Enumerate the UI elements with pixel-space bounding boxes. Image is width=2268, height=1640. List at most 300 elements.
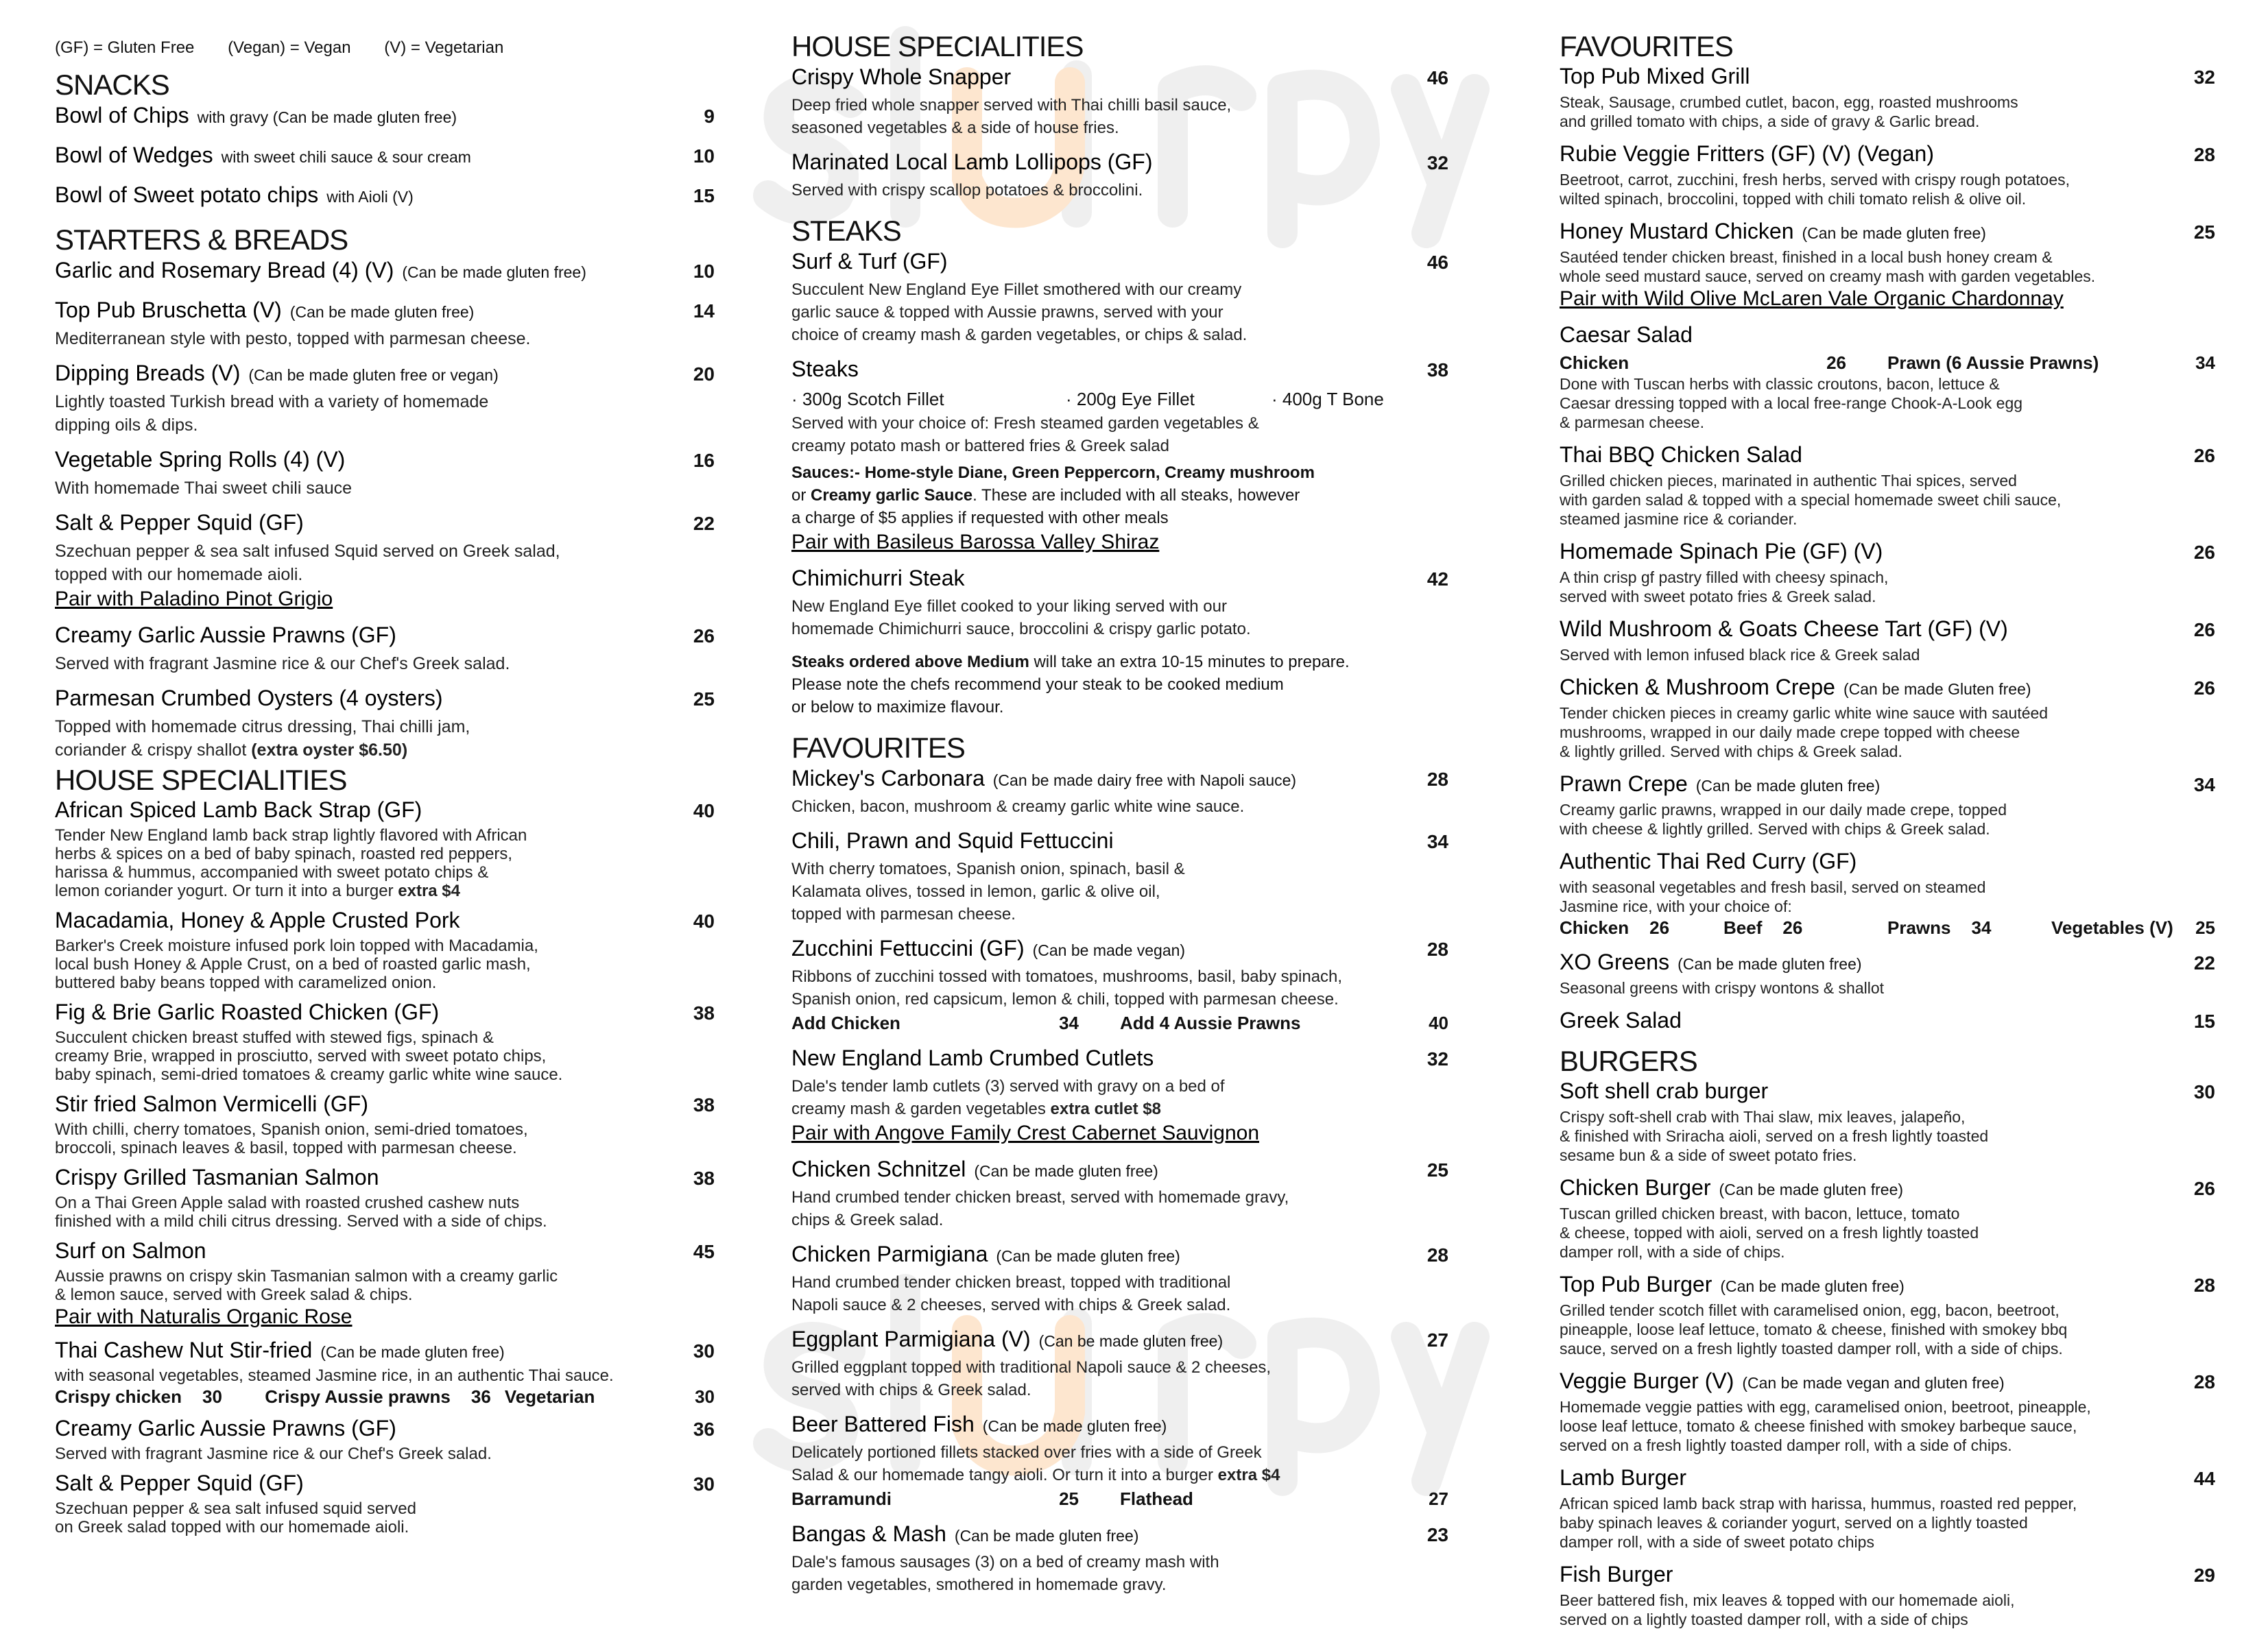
- menu-item: [1560, 675, 2215, 772]
- bold-text: extra $4: [398, 882, 460, 900]
- menu-item-title: [55, 686, 443, 715]
- menu-item-header: [791, 1327, 1448, 1356]
- menu-item-header: [55, 103, 715, 132]
- menu-item-title: [55, 447, 345, 477]
- menu-item-title: [1560, 772, 1880, 800]
- option-choice: [265, 1385, 505, 1408]
- menu-item-description: garden vegetables, smothered in homemade gravy.: [791, 1576, 1167, 1594]
- text-segment: or: [791, 486, 811, 505]
- menu-item-header: [791, 1521, 1448, 1551]
- menu-item: [55, 510, 715, 623]
- menu-item-description: Served with fragrant Jasmine rice & our Chef's Greek salad.: [55, 654, 510, 673]
- menu-item: [55, 182, 715, 222]
- menu-item-price: 28: [1427, 939, 1448, 960]
- menu-item-note: (Can be made gluten free or vegan): [248, 366, 499, 384]
- text-segment: creamy mash & garden vegetables: [791, 1100, 1051, 1118]
- menu-item-header: [791, 1412, 1448, 1441]
- menu-item-note: (Can be made gluten free): [1695, 777, 1881, 795]
- menu-item-description: sesame bun & a side of sweet potato fries.: [1560, 1146, 1857, 1164]
- menu-item-title: [55, 258, 586, 287]
- menu-item-description: Beetroot, carrot, zucchini, fresh herbs, served with crispy rough potatoes,: [1560, 171, 2070, 189]
- menu-item-name: Surf & Turf (GF): [791, 249, 948, 274]
- menu-item: [791, 1521, 1448, 1606]
- menu-item-description: Szechuan pepper & sea salt infused Squid served on Greek salad,: [55, 542, 560, 561]
- menu-item-note: (Can be made gluten free): [982, 1417, 1167, 1435]
- menu-item-name: Eggplant Parmigiana (V): [791, 1327, 1031, 1351]
- option-price: 27: [1429, 1488, 1448, 1509]
- menu-item-header: [791, 149, 1448, 179]
- menu-item-price: 25: [2193, 221, 2215, 243]
- menu-item-name: Lamb Burger: [1560, 1465, 1686, 1490]
- steak-cut-list: [791, 386, 1448, 412]
- option-label: Vegetables (V): [2051, 917, 2173, 938]
- menu-item-description: Lightly toasted Turkish bread with a variety of homemade: [55, 392, 489, 411]
- menu-item: [55, 143, 715, 182]
- menu-item: [1560, 849, 2215, 950]
- menu-item-title: [1560, 323, 1693, 351]
- menu-item-title: [1560, 849, 1857, 878]
- menu-item-title: [791, 766, 1296, 795]
- menu-item-description: chips & Greek salad.: [791, 1211, 944, 1229]
- menu-item: [55, 1092, 715, 1166]
- menu-item-price: 45: [693, 1241, 715, 1262]
- menu-item-name: Rubie Veggie Fritters (GF) (V) (Vegan): [1560, 141, 1934, 166]
- notice-line: [791, 696, 1448, 719]
- menu-item-note: with sweet chili sauce & sour cream: [221, 148, 471, 166]
- menu-item: [1560, 772, 2215, 849]
- option-price: 30: [695, 1386, 715, 1407]
- menu-item-description: baby spinach leaves & coriander yogurt, served on a lightly toasted: [1560, 1514, 2028, 1532]
- menu-item-title: [55, 1092, 368, 1120]
- option-label: Crispy chicken: [55, 1386, 182, 1407]
- menu-item-name: Marinated Local Lamb Lollipops (GF): [791, 149, 1153, 174]
- menu-item: [791, 1157, 1448, 1242]
- menu-item-name: Bangas & Mash: [791, 1521, 946, 1546]
- legend-gluten-free: (GF) = Gluten Free: [55, 38, 195, 57]
- menu-item: [1560, 1079, 2215, 1176]
- menu-item-description: Grilled chicken pieces, marinated in authentic Thai spices, served: [1560, 472, 2017, 490]
- menu-item-name: Homemade Spinach Pie (GF) (V): [1560, 539, 1883, 564]
- menu-item-description: with seasonal vegetables, steamed Jasmine rice, in an authentic Thai sauce.: [55, 1366, 614, 1385]
- menu-section: [55, 762, 715, 1545]
- menu-item-description: Barker's Creek moisture infused pork loin topped with Macadamia,: [55, 937, 538, 955]
- menu-section: [791, 730, 1448, 1606]
- menu-item-note: (Can be made gluten free): [1802, 224, 1986, 242]
- menu-item-title: [1560, 443, 1802, 471]
- menu-item-description: With homemade Thai sweet chili sauce: [55, 479, 353, 498]
- menu-item-price: 40: [693, 911, 715, 932]
- menu-item-title: [791, 828, 1114, 858]
- option-choice: [1723, 916, 1887, 939]
- menu-item-note: (Can be made gluten free): [1720, 1277, 1905, 1295]
- text-segment: lemon coriander yogurt. Or turn it into a burger: [55, 882, 398, 900]
- menu-item: [791, 566, 1448, 651]
- menu-item-description: Beer battered fish, mix leaves & topped with our homemade aioli,: [1560, 1591, 2015, 1609]
- menu-item-title: [55, 182, 414, 212]
- menu-item: [791, 1242, 1448, 1327]
- menu-item-description: Hand crumbed tender chicken breast, served with homemade gravy,: [791, 1188, 1289, 1207]
- menu-item: [1560, 1273, 2215, 1369]
- menu-item-name: Prawn Crepe: [1560, 771, 1688, 796]
- menu-item-name: Chimichurri Steak: [791, 566, 965, 590]
- notice-line: [791, 673, 1448, 696]
- option-label: Prawns: [1887, 917, 1951, 938]
- menu-item-description: creamy Brie, wrapped in prosciutto, served with sweet potato chips,: [55, 1047, 547, 1065]
- menu-item-note: (Can be made gluten free): [954, 1527, 1139, 1545]
- menu-item-note: (Can be made dairy free with Napoli sauce): [992, 771, 1297, 789]
- section-heading: FAVOURITES: [1560, 30, 1733, 62]
- wine-pairing: Pair with Wild Olive McLaren Vale Organic Chardonnay: [1560, 287, 2064, 310]
- option-label: Chicken: [1560, 352, 1630, 373]
- menu-item-name: Bowl of Chips: [55, 103, 189, 128]
- menu-item-header: [55, 510, 715, 540]
- menu-item-price: 10: [693, 145, 715, 167]
- menu-item-header: [791, 1157, 1448, 1186]
- menu-item-price: 26: [2193, 542, 2215, 563]
- menu-item-description: broccoli, spinach leaves & basil, topped with parmesan cheese.: [55, 1139, 517, 1157]
- menu-item-header: [1560, 675, 2215, 703]
- menu-section: [55, 222, 715, 772]
- menu-item-price: 16: [693, 450, 715, 471]
- menu-item-name: Mickey's Carbonara: [791, 766, 985, 791]
- menu-item-header: [55, 447, 715, 477]
- menu-item-description: homemade Chimichurri sauce, broccolini & crispy garlic potato.: [791, 620, 1251, 638]
- menu-item-name: Beer Battered Fish: [791, 1412, 975, 1436]
- menu-item-price: 42: [1427, 568, 1448, 590]
- menu-item-header: [55, 1239, 715, 1267]
- option-choice: [1560, 916, 1723, 939]
- menu-item: [791, 1412, 1448, 1521]
- sauce-line: [791, 484, 1448, 507]
- menu-item-description: Hand crumbed tender chicken breast, topped with traditional: [791, 1273, 1231, 1292]
- menu-item-description: Aussie prawns on crispy skin Tasmanian salmon with a creamy garlic: [55, 1267, 558, 1286]
- menu-item-name: XO Greens: [1560, 950, 1670, 974]
- menu-item-price: 25: [1427, 1159, 1448, 1181]
- menu-item: [55, 1416, 715, 1471]
- steak-cut-label: 300g Scotch Fillet: [802, 389, 944, 409]
- menu-item: [791, 1327, 1448, 1412]
- menu-item-title: [55, 1239, 206, 1267]
- menu-item-note: with gravy (Can be made gluten free): [197, 108, 457, 126]
- menu-item-name: Authentic Thai Red Curry (GF): [1560, 849, 1857, 873]
- menu-item-note: (Can be made gluten free): [974, 1162, 1158, 1180]
- menu-item-title: [55, 103, 457, 132]
- menu-item-title: [55, 510, 304, 540]
- menu-item-price: 14: [693, 300, 715, 322]
- notice-line: [791, 651, 1448, 673]
- menu-item-name: Honey Mustard Chicken: [1560, 219, 1794, 243]
- menu-item-description: seasoned vegetables & a side of house fries.: [791, 119, 1119, 137]
- menu-item-description: On a Thai Green Apple salad with roasted crushed cashew nuts: [55, 1194, 520, 1212]
- menu-item-price: 15: [693, 185, 715, 206]
- sauce-line: [791, 461, 1448, 484]
- menu-item: [791, 249, 1448, 357]
- menu-item-description: [791, 1098, 1448, 1120]
- menu-item: [1560, 1009, 2215, 1048]
- menu-item-title: [55, 1338, 505, 1366]
- bold-text: Sauces:- Home-style Diane, Green Peppercorn, Creamy mushroom: [791, 463, 1315, 482]
- menu-item-note: (Can be made gluten free): [289, 303, 475, 321]
- option-label: Chicken: [1560, 917, 1630, 938]
- menu-item: [55, 798, 715, 908]
- steak-cooking-notice: [791, 651, 1448, 729]
- menu-item-price: 9: [704, 106, 715, 127]
- menu-item-title: [1560, 1369, 2005, 1397]
- menu-item-name: Thai BBQ Chicken Salad: [1560, 442, 1802, 467]
- menu-item: [55, 686, 715, 772]
- option-row: [1560, 351, 2215, 374]
- steak-cut-label: 200g Eye Fillet: [1076, 389, 1195, 409]
- menu-item-description: Caesar dressing topped with a local free-range Chook-A-Look egg: [1560, 394, 2023, 412]
- menu-item-description: wilted spinach, broccolini, topped with chili tomato relish & olive oil.: [1560, 190, 2027, 208]
- menu-item-name: Fig & Brie Garlic Roasted Chicken (GF): [55, 1000, 440, 1024]
- menu-item-price: 25: [693, 688, 715, 710]
- bold-text: (extra oyster $6.50): [251, 740, 408, 760]
- option-price: 26: [1782, 917, 1803, 938]
- menu-item-description: dipping oils & dips.: [55, 415, 198, 435]
- menu-item-description: With cherry tomatoes, Spanish onion, spinach, basil &: [791, 860, 1185, 878]
- menu-item-header: [1560, 1009, 2215, 1037]
- menu-item-name: Top Pub Burger: [1560, 1272, 1712, 1297]
- menu-item-price: 34: [1427, 831, 1448, 852]
- wine-pairing: Pair with Angove Family Crest Cabernet Sauvignon: [791, 1122, 1260, 1144]
- menu-item-description: damper roll, with a side of chips.: [1560, 1243, 1785, 1261]
- menu-column-left: [55, 38, 715, 1545]
- menu-item-description: Dale's famous sausages (3) on a bed of creamy mash with: [791, 1553, 1219, 1571]
- menu-item-name: Bowl of Sweet potato chips: [55, 182, 319, 207]
- menu-item-description: buttered baby beans topped with caramelized onion.: [55, 974, 437, 992]
- option-price: 34: [2195, 352, 2215, 373]
- menu-item-title: [55, 1416, 396, 1445]
- menu-item-description: loose leaf lettuce, tomato & cheese finished with smokey barbeque sauce,: [1560, 1417, 2077, 1435]
- menu-item-title: [1560, 1273, 1905, 1301]
- menu-item-name: Chicken Schnitzel: [791, 1157, 966, 1181]
- menu-item-note: (Can be made vegan): [1032, 941, 1186, 959]
- menu-item-description: served with sweet potato fries & Greek salad.: [1560, 588, 1876, 605]
- menu-item-header: [791, 357, 1448, 386]
- text-segment: Please note the chefs recommend your steak to be cooked medium: [791, 675, 1284, 694]
- menu-item: [791, 936, 1448, 1046]
- menu-item-title: [1560, 1466, 1686, 1494]
- menu-item-note: (Can be made Gluten free): [1843, 680, 2031, 698]
- menu-item-title: [791, 1242, 1180, 1271]
- legend-vegetarian: (V) = Vegetarian: [384, 38, 504, 57]
- menu-item-header: [1560, 849, 2215, 878]
- menu-item: [791, 766, 1448, 828]
- menu-item-title: [1560, 675, 2031, 703]
- menu-item-header: [1560, 1563, 2215, 1591]
- menu-item-price: 22: [693, 513, 715, 534]
- menu-item: [1560, 1466, 2215, 1563]
- menu-item-description: Jasmine rice, with your choice of:: [1560, 897, 1792, 915]
- menu-item-description: Succulent New England Eye Fillet smothered with our creamy: [791, 280, 1242, 299]
- menu-item-description: topped with parmesan cheese.: [791, 905, 1016, 924]
- menu-item-description: [55, 882, 715, 900]
- menu-item-title: [791, 936, 1185, 965]
- wine-pairing: Pair with Naturalis Organic Rose: [55, 1305, 353, 1328]
- menu-item-name: African Spiced Lamb Back Strap (GF): [55, 797, 422, 822]
- menu-item-header: [1560, 1369, 2215, 1397]
- menu-item-title: [791, 1327, 1223, 1356]
- option-choice: [1120, 1486, 1448, 1511]
- text-segment: Salad & our homemade tangy aioli. Or turn it into a burger: [791, 1466, 1218, 1484]
- menu-item-description: Topped with homemade citrus dressing, Thai chilli jam,: [55, 717, 470, 736]
- option-row: [1560, 916, 2215, 939]
- option-price: 26: [1649, 917, 1670, 938]
- menu-item-description: finished with a mild chili citrus dressing. Served with a side of chips.: [55, 1212, 547, 1231]
- menu-item-name: Surf on Salmon: [55, 1238, 206, 1263]
- menu-item-price: 28: [1427, 769, 1448, 790]
- option-choice: [1560, 351, 1887, 374]
- menu-item-header: [791, 1242, 1448, 1271]
- menu-item-description: Spanish onion, red capsicum, lemon & chili, topped with parmesan cheese.: [791, 990, 1339, 1009]
- section-heading: BURGERS: [1560, 1045, 1697, 1077]
- menu-item-header: [1560, 142, 2215, 170]
- menu-item-price: 38: [1427, 359, 1448, 381]
- menu-item-header: [55, 686, 715, 715]
- option-price: 40: [1429, 1013, 1448, 1033]
- sauce-line: [791, 507, 1448, 529]
- legend-vegan: (Vegan) = Vegan: [228, 38, 351, 57]
- menu-item-description: Creamy garlic prawns, wrapped in our daily made crepe, topped: [1560, 801, 2007, 819]
- menu-item-name: New England Lamb Crumbed Cutlets: [791, 1046, 1154, 1070]
- menu-item-header: [55, 182, 715, 212]
- menu-item-price: 29: [2193, 1565, 2215, 1586]
- menu-item-description: Delicately portioned fillets stacked over fries with a side of Greek: [791, 1443, 1262, 1462]
- menu-item-description: served on a fresh lightly toasted damper roll, with a side of chips.: [1560, 1436, 2012, 1454]
- menu-item-header: [55, 1338, 715, 1366]
- menu-item-description: Served with lemon infused black rice & Greek salad: [1560, 646, 1920, 664]
- menu-item-name: Top Pub Mixed Grill: [1560, 64, 1750, 88]
- menu-item: [791, 149, 1448, 212]
- menu-item-name: Top Pub Bruschetta (V): [55, 298, 282, 322]
- menu-item: [1560, 1176, 2215, 1273]
- option-choice: [1887, 916, 2051, 939]
- menu-item-title: [1560, 64, 1750, 93]
- menu-item-note: (Can be made gluten free): [1678, 955, 1862, 973]
- menu-item-title: [55, 1166, 379, 1194]
- menu-item-description: Served with fragrant Jasmine rice & our Chef's Greek salad.: [55, 1445, 492, 1463]
- menu-item-title: [1560, 1563, 1673, 1591]
- menu-item-description: with garden salad & topped with a special homemade sweet chili sauce,: [1560, 491, 2062, 509]
- menu-item-price: 44: [2193, 1468, 2215, 1489]
- menu-section: [791, 213, 1448, 729]
- menu-item-title: [791, 1412, 1167, 1441]
- menu-item-description: sauce, served on a fresh lightly toasted damper roll, with a side of chips.: [1560, 1340, 2063, 1358]
- option-price: 26: [1826, 352, 1846, 373]
- menu-item-header: [791, 766, 1448, 795]
- menu-item-description: choice of creamy mash & garden vegetables, or chips & salad.: [791, 326, 1248, 344]
- menu-item-description: & cheese, topped with aioli, served on a fresh lightly toasted: [1560, 1224, 1979, 1242]
- menu-item-price: 26: [693, 625, 715, 647]
- menu-item-description: Sautéed tender chicken breast, finished in a local bush honey cream &: [1560, 248, 2053, 266]
- menu-item-price: 32: [1427, 1048, 1448, 1070]
- menu-item-description: Deep fried whole snapper served with Thai chilli basil sauce,: [791, 96, 1232, 114]
- menu-item-description: Ribbons of zucchini tossed with tomatoes, mushrooms, basil, baby spinach,: [791, 967, 1343, 986]
- menu-item: [1560, 219, 2215, 323]
- menu-item-header: [55, 143, 715, 172]
- menu-item-description: with seasonal vegetables and fresh basil, served on steamed: [1560, 878, 1986, 896]
- menu-column-right: [1560, 27, 2215, 1640]
- menu-item-header: [1560, 950, 2215, 978]
- menu-item-header: [791, 566, 1448, 595]
- menu-item-price: 38: [693, 1094, 715, 1116]
- menu-item-name: Dipping Breads (V): [55, 361, 241, 385]
- bold-text: Steaks ordered above Medium: [791, 653, 1029, 671]
- section-heading: HOUSE SPECIALITIES: [791, 30, 1084, 62]
- menu-item: [55, 908, 715, 1000]
- menu-item: [55, 298, 715, 361]
- menu-item-header: [1560, 617, 2215, 645]
- wine-pairing: Pair with Paladino Pinot Grigio: [55, 588, 333, 610]
- menu-item-price: 26: [2193, 677, 2215, 699]
- section-heading: FAVOURITES: [791, 732, 965, 764]
- menu-item-price: 30: [2193, 1081, 2215, 1102]
- option-price: 25: [1059, 1488, 1079, 1509]
- menu-item-header: [1560, 1466, 2215, 1494]
- menu-item-name: Soft shell crab burger: [1560, 1078, 1769, 1103]
- menu-item-header: [1560, 64, 2215, 93]
- text-segment: . These are included with all steaks, however: [972, 486, 1300, 505]
- menu-item-name: Veggie Burger (V): [1560, 1368, 1734, 1393]
- menu-item-price: 28: [2193, 1275, 2215, 1296]
- option-row: [791, 1011, 1448, 1035]
- menu-item: [1560, 443, 2215, 540]
- menu-item-title: [791, 249, 948, 278]
- menu-item-name: Thai Cashew Nut Stir-fried: [55, 1338, 313, 1362]
- menu-item-description: & lightly grilled. Served with chips & Greek salad.: [1560, 743, 1902, 760]
- menu-item: [55, 1000, 715, 1092]
- menu-item-description: African spiced lamb back strap with harissa, hummus, roasted red pepper,: [1560, 1495, 2077, 1512]
- menu-item-price: 15: [2193, 1011, 2215, 1032]
- menu-item-header: [55, 1416, 715, 1445]
- option-label: Vegetarian: [504, 1386, 595, 1407]
- menu-item-description: Steak, Sausage, crumbed cutlet, bacon, egg, roasted mushrooms: [1560, 93, 2018, 111]
- menu-item-name: Caesar Salad: [1560, 322, 1693, 347]
- menu-item-header: [1560, 323, 2215, 351]
- menu-item-description: harissa & hummus, accompanied with sweet potato chips &: [55, 863, 489, 882]
- menu-item-title: [791, 1157, 1158, 1186]
- menu-item-title: [791, 64, 1011, 94]
- menu-item-title: [791, 1521, 1138, 1551]
- section-heading: HOUSE SPECIALITIES: [55, 764, 347, 796]
- option-price: 36: [470, 1386, 491, 1407]
- menu-section: [1560, 1044, 2215, 1640]
- menu-item-description: Served with your choice of: Fresh steamed garden vegetables &: [791, 414, 1259, 433]
- option-label: Prawn (6 Aussie Prawns): [1887, 352, 2099, 373]
- option-choice: [791, 1486, 1120, 1511]
- menu-item-header: [1560, 1176, 2215, 1204]
- menu-item: [1560, 1563, 2215, 1640]
- menu-item-description: Szechuan pepper & sea salt infused squid served: [55, 1499, 417, 1518]
- menu-item-name: Macadamia, Honey & Apple Crusted Pork: [55, 908, 460, 932]
- menu-item-description: served on a lightly toasted damper roll, with a side of chips: [1560, 1611, 1968, 1628]
- menu-item-header: [1560, 443, 2215, 471]
- menu-item-title: [791, 1046, 1154, 1075]
- menu-column-middle: [791, 27, 1448, 1606]
- menu-item-description: Homemade veggie patties with egg, caramelised onion, beetroot, pineapple,: [1560, 1398, 2091, 1416]
- text-segment: will take an extra 10-15 minutes to prepare.: [1029, 653, 1350, 671]
- menu-item-title: [1560, 1009, 1682, 1037]
- menu-item: [55, 1239, 715, 1338]
- menu-item-name: Crispy Grilled Tasmanian Salmon: [55, 1165, 379, 1190]
- menu-item-description: garlic sauce & topped with Aussie prawns, served with your: [791, 303, 1223, 322]
- option-price: 34: [1059, 1013, 1079, 1033]
- menu-item-description: with cheese & lightly grilled. Served with chips & Greek salad.: [1560, 820, 1990, 838]
- menu-item: [1560, 540, 2215, 617]
- menu-item-name: Vegetable Spring Rolls (4) (V): [55, 447, 346, 472]
- menu-item-title: [55, 361, 499, 390]
